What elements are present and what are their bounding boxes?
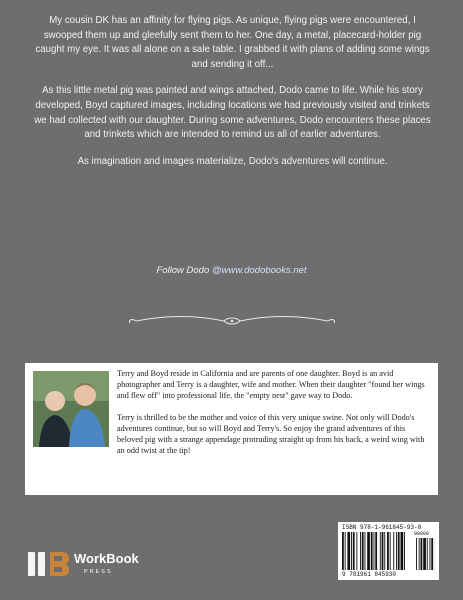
author-bio-text <box>117 368 429 466</box>
workbook-logo-icon <box>28 550 70 578</box>
isbn-text: ISBN 978-1-961845-93-0 <box>342 524 422 531</box>
ean-text: 9 781961 845930 <box>342 571 397 578</box>
back-cover-description <box>30 14 435 181</box>
author-photo <box>33 371 109 447</box>
bio-paragraph-2: Terry is thrilled to be the mother and voice of this very unique swine. Not only will Dodo's adventures continue, but so will Boyd and Terry's. So enjoy the grand adventures of this beloved pig with a strange appendage protruding straight up from his back, a weird wing with an odd twist at the tip! <box>117 412 425 456</box>
author-bio-panel <box>25 363 438 495</box>
publisher-logo <box>28 550 168 580</box>
description-paragraph-3: As imagination and images materialize, Dodo's adventures will continue. <box>77 155 388 167</box>
bio-paragraph-1: Terry and Boyd reside in California and are parents of one daughter. Boyd is an avid photographer and Terry is a daughter, wife and mother. When their daughter "found her wings and flew off" into professional life, the "empty nest" gave way to Dodo. <box>117 369 425 401</box>
flourish-divider <box>126 313 338 329</box>
isbn-barcode <box>338 522 439 580</box>
barcode-bars <box>342 532 435 570</box>
follow-line <box>0 265 463 276</box>
publisher-name: WorkBook <box>74 551 139 566</box>
description-paragraph-2: As this little metal pig was painted and wings attached, Dodo came to life. While his story developed, Boyd captured images, including locations we had previously visited and trinkets we had collected with our daughter. During some adventures, Dodo encounters these places and trinkets which are intended to remind us all of earlier adventures. <box>34 85 431 141</box>
follow-label: Follow Dodo <box>156 265 212 276</box>
publisher-sub: PRESS <box>84 569 113 575</box>
website-link[interactable]: @www.dodobooks.net <box>211 265 307 276</box>
barcode-addon-text: 90000 <box>414 531 430 537</box>
description-paragraph-1: My cousin DK has an affinity for flying pigs. As unique, flying pigs were encountered, I swooped them up and gleefully sent them to her. One day, a metal, placecard-holder pig caught my eye. It was all alone on a sale table. I grabbed it with plans of adding some wings and sending it off... <box>35 15 430 70</box>
